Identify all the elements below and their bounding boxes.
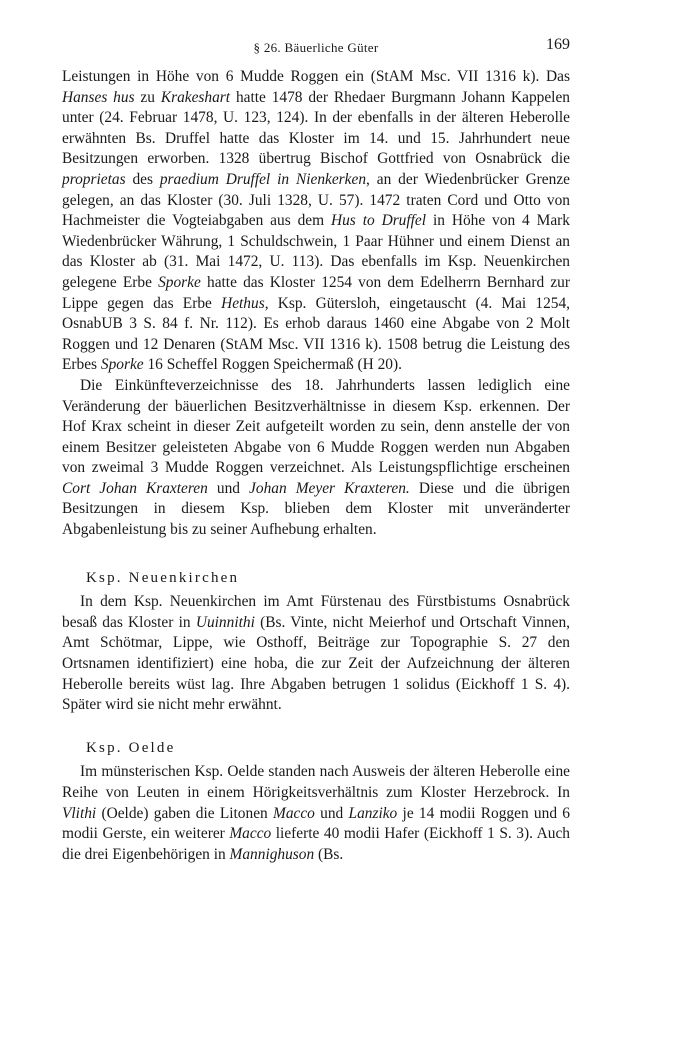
text-run: (Oelde) gaben die Litonen: [96, 804, 273, 822]
text-run: , Ksp. Gütersloh, eingetauscht (4. Mai 1254, OsnabUB 3 S. 84 f. Nr. 112). Es erhob daraus 1460 eine Abgabe von 2 Molt Roggen und 12 Denaren (StAM Msc. VII 1316 k). 1508 betrug die Leistung des Erbes: [62, 294, 571, 374]
italic-term: Hethus: [221, 294, 265, 312]
text-run: In dem Ksp. Neuenkirchen im Amt Fürstenau des Fürstbistums Osnabrück besaß das Kloster in: [62, 593, 570, 631]
italic-term: Hanses hus: [62, 88, 135, 106]
italic-term: Lanziko: [348, 804, 398, 822]
running-head: [62, 36, 570, 58]
italic-term: praedium Druffel in Nienkerken: [159, 170, 367, 188]
running-title: § 26. Bäuerliche Güter: [253, 40, 379, 55]
paragraph-oelde: [62, 762, 570, 865]
text-run: je 14 modii Roggen und 6 modii Gerste, ein weiterer: [62, 804, 570, 843]
italic-term: Sporke: [100, 356, 144, 374]
text-run: lieferte 40 modii Hafer (Eickhoff 1 S. 3). Auch die drei Eigenbehörigen in: [62, 825, 570, 863]
text-run: des: [125, 170, 160, 188]
section-heading-neuenkirchen: Ksp. Neuenkirchen: [86, 569, 240, 586]
italic-term: Krakeshart: [160, 88, 231, 106]
section-heading-oelde: Ksp. Oelde: [86, 739, 176, 756]
italic-term: Macco: [229, 825, 272, 843]
italic-term: Uuinnithi: [195, 613, 255, 631]
text-run: hatte 1478 der Rhedaer Burgmann Johann Kappelen unter (24. Februar 1478, U. 123, 124). In der ebenfalls in der älteren Heberolle erwähnten Bs. Druffel hatte das Kloster im 14. und 15. Jahrhundert neue Besitzungen erworben. 1328 übertrug Bischof Gottfried von Osnabrück die: [62, 88, 570, 168]
italic-term: Mannighuson: [229, 845, 315, 863]
italic-term: Macco: [273, 804, 315, 822]
text-run: und: [207, 479, 250, 497]
text-run: (Bs.: [314, 845, 344, 863]
text-run: hatte das Kloster 1254 von dem Edelherrn Bernhard zur Lippe gegen das Erbe: [62, 273, 570, 312]
text-run: Im münsterischen Ksp. Oelde standen nach Ausweis der älteren Heberolle eine Reihe von Leuten in einem Hörigkeitsverhältnis zum Kloster Herzebrock. In: [62, 763, 570, 801]
italic-term: Hus to Druffel: [331, 212, 427, 230]
paragraph-2: [62, 376, 570, 541]
text-run: Die Einkünfteverzeichnisse des 18. Jahrhunderts lassen lediglich eine Veränderung der bäuerlichen Besitzverhältnisse in diesem Ksp. erkennen. Der Hof Krax scheint in dieser Zeit aufgeteilt worden zu sein, denn anstelle der von einem Besitzer geleisteten Abgabe von 6 Mudde Roggen werden nun Abgaben von zweimal 3 Mudde Roggen verzeichnet. Als Leistungspflichtige erscheinen: [62, 376, 570, 477]
body-text: [62, 67, 570, 865]
text-run: Leistungen in Höhe von 6 Mudde Roggen ein (StAM Msc. VII 1316 k). Das: [62, 68, 570, 85]
italic-term: proprietas: [62, 170, 126, 188]
page-number: 169: [546, 36, 570, 53]
italic-term: Cort Johan Kraxteren: [62, 479, 208, 497]
text-run: Diese und die übrigen Besitzungen in diesem Ksp. blieben dem Kloster mit unveränderter Abgabenleistung bis zu seiner Aufhebung erhalten.: [62, 479, 570, 539]
text-run: 16 Scheffel Roggen Speichermaß (H 20).: [143, 356, 402, 374]
text-run: , an der Wiedenbrücker Grenze gelegen, an das Kloster (30. Juli 1328, U. 57). 1472 traten Cord und Otto von Hachmeister die Vogteiabgaben aus dem: [62, 170, 570, 230]
italic-term: Sporke: [158, 273, 201, 291]
text-run: zu: [134, 88, 161, 106]
paragraph-neuenkirchen: [62, 592, 570, 716]
text-run: und: [314, 804, 349, 822]
italic-term: Johan Meyer Kraxteren.: [249, 479, 410, 497]
text-run: in Höhe von 4 Mark Wiedenbrücker Währung, 1 Schuldschwein, 1 Paar Hühner und einem Dienst an das Kloster ab (31. Mai 1472, U. 113). Das ebenfalls im Ksp. Neuenkirchen gelegene Erbe: [62, 212, 570, 291]
italic-term: Vlithi: [62, 804, 97, 822]
text-run: (Bs. Vinte, nicht Meierhof und Ortschaft Vinnen, Amt Schötmar, Lippe, wie Osthoff, Beiträge zur Topographie S. 27 den Ortsnamen identifiziert) eine hoba, die zur Zeit der Aufzeichnung der älteren Heberolle bereits wüst lag. Ihre Abgaben betrugen 1 solidus (Eickhoff 1 S. 4). Später wird sie nicht mehr erwähnt.: [62, 613, 570, 714]
paragraph-1: [62, 67, 570, 376]
